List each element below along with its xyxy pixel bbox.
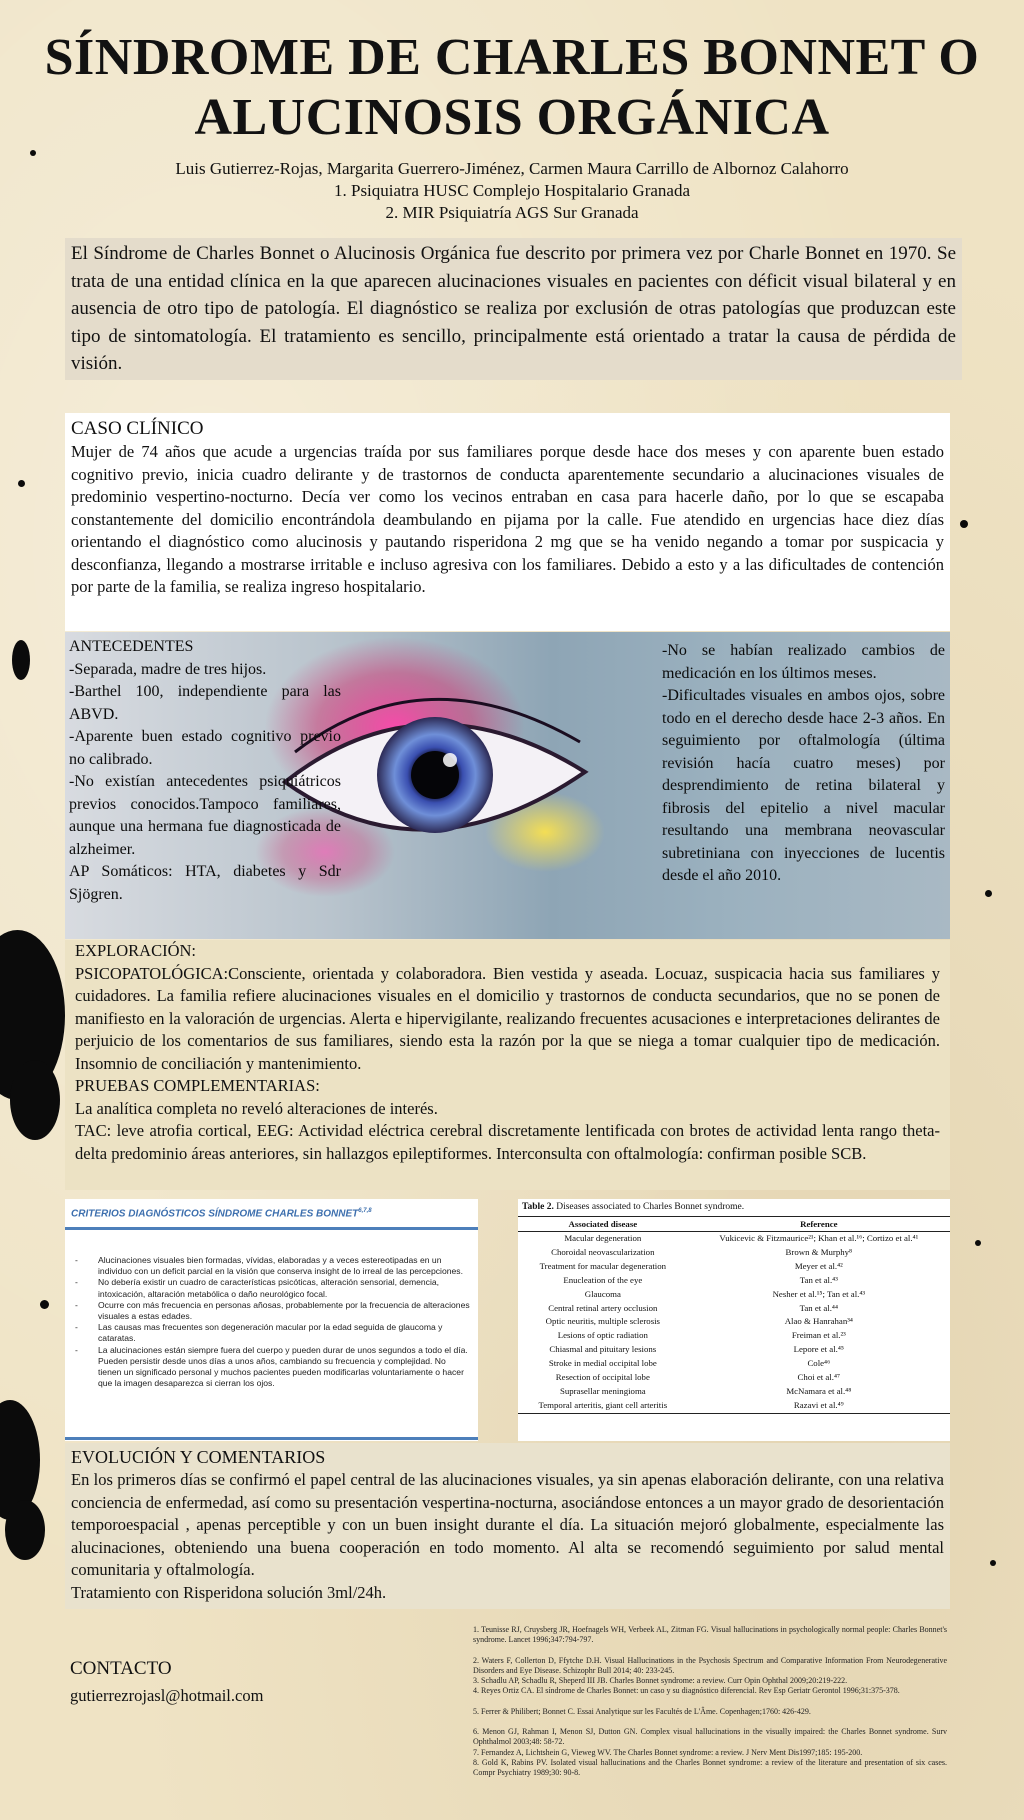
antecedentes-item: -Dificultades visuales en ambos ojos, sobre todo en el derecho desde hace 2-3 años. En seguimiento por oftalmología (última revisión hacía cuatro meses) por desprendimiento de retina bilateral y fibrosis del epitelio a nivel macular resultando una membrana neovascular subretiniana con inyecciones de lucentis desde el año 2010. [662,687,945,884]
antecedentes-section [65,632,950,939]
criterios-list [73,1255,471,1389]
table-caption: Table 2. Diseases associated to Charles Bonnet syndrome. [522,1202,745,1212]
psicopatologica-text: PSICOPATOLÓGICA:Consciente, orientada y colaboradora. Bien vestida y aseada. Locuaz, suspicacia hacia sus familiares y cuidadores. La familia refiere alucinaciones visuales en el domicilio y trastornos de conducta secundarios, que no se ponen de manifiesto en la valoración de urgencias. Alerta e hipervigilante, realizando frecuentes acusaciones e interpretaciones delirantes de perjuicio de los comentarios de sus familiares, siendo esta la razón por la que se niega a tomar cualquier tipo de medicación. Insomnio de conciliación y mantenimiento. [75,963,940,1073]
list-item: - Ocurre con más frecuencia en personas añosas, probablemente por la frecuencia de alteraciones visuales a estas edades. [73,1300,471,1322]
tratamiento-text: Tratamiento con Risperidona solución 3ml/24h. [71,1582,387,1602]
caso-clinico-text: Mujer de 74 años que acude a urgencias traída por sus familiares porque desde hace dos meses y con aparente buen estado cognitivo previo, inicia cuadro delirante y de trastornos de conducta aparentemente secundario a alucinaciones visuales de predominio vespertino-nocturno. Decía ver como los vecinos entraban en casa para hacerle daño, por lo que se escapaba constantemente del domicilio encontrándola deambulando en pijama por la calle. Fue atendido en urgencias hace diez días orientando el diagnóstico como alucinosis y pautando risperidona 2 mg que se ha venido negando a tomar por suspicacia y desconfianza, llegando a mostrarse irritable e incluso agresiva con los familiares. Debido a esto y a las dificultades de contención por parte de la familia, se realiza ingreso hospitalario. [71,442,944,596]
antecedentes-right [662,640,945,888]
reference-item: 7. Fernandez A, Lichtshein G, Vieweg WV. The Charles Bonnet syndrome: a review. J Nerv Ment Dis1997;185: 195-200. [473,1747,863,1757]
table-row: Optic neuritis, multiple sclerosis Alao & Hanrahan³⁴ [545,1316,853,1327]
poster-header [0,28,1024,224]
contact-heading: CONTACTO [70,1658,172,1679]
table-row: Chiasmal and pituitary lesions Lepore et al.⁴⁵ [549,1344,844,1355]
table-row: Resection of occipital lobe Choi et al.⁴⁷ [555,1372,841,1383]
antecedentes-item: AP Somáticos: HTA, diabetes y Sdr Sjögren. [69,863,341,903]
table-row: Macular degeneration Vukicevic & Fitzmaurice²¹; Khan et al.¹⁶; Cortizo et al.⁴¹ [564,1233,919,1243]
pruebas-text: TAC: leve atrofia cortical, EEG: Actividad eléctrica cerebral discretamente lentificada con brotes de actividad lenta rango theta-delta predominio áreas anteriores, sin hallazgos epileptiformes. Interconsulta con oftalmología: confirman posible SCB. [75,1121,940,1163]
poster-title: SÍNDROME DE CHARLES BONNET O ALUCINOSIS ORGÁNICA [44,29,980,146]
reference-item: 4. Reyes Ortiz CA. El síndrome de Charles Bonnet: un caso y su diagnóstico diferencial. Rev Esp Geriatr Gerontol 1996;31:375-378. [473,1686,900,1696]
divider [65,1437,478,1440]
evolucion-text: En los primeros días se confirmó el papel central de las alucinaciones visuales, ya sin apenas elaboración delirante, con una relativa conciencia de enfermedad, así como su presentación vespertina-nocturna, asociándose entonces a un mayor grado de desorientación temporoespacial , apenas perceptible y con un buen insight durante el día. La situación mejoró globalmente, especialmente las alucinaciones, obteniendo una buena cooperación en todo momento. Al alta se recomendó seguimiento por salud mental comunitaria y oftalmología. [71,1470,944,1579]
table-row: Glaucoma Nesher et al.¹⁵; Tan et al.⁴³ [584,1288,866,1299]
antecedentes-item: -No se habían realizado cambios de medicación en los últimos meses. [662,642,945,682]
pruebas-heading: PRUEBAS COMPLEMENTARIAS: [75,1076,320,1095]
authors-line: Luis Gutierrez-Rojas, Margarita Guerrero-Jiménez, Carmen Maura Carrillo de Albornoz Calahorro [175,159,849,178]
table-header: Associated disease [518,1217,688,1232]
evolucion-heading: EVOLUCIÓN Y COMENTARIOS [71,1447,326,1467]
eye-highlight [443,753,457,767]
disease-table [518,1216,950,1414]
reference-item: 6. Menon GJ, Rahman I, Menon SJ, Dutton GN. Complex visual hallucinations in the visually impaired: the Charles Bonnet syndrome. Surv Ophthalmol 2003;48: 58-72. [473,1727,947,1747]
antecedentes-item: -Aparente buen estado cognitivo previo no calibrado. [69,728,341,768]
pruebas-text: La analítica completa no reveló alteraciones de interés. [75,1098,438,1118]
divider [65,1227,478,1230]
list-item: - Las causas mas frecuentes son degeneración macular por la edad seguida de glaucoma y cataratas. [73,1322,471,1344]
evolucion-section [65,1443,950,1609]
criterios-card [65,1199,478,1441]
reference-item: 1. Teunisse RJ, Cruysberg JR, Hoefnagels WH, Verbeek AL, Zitman FG. Visual hallucinations in psychologically normal people: Charles Bonnet's syndrome. Lancet 1996;347:794-797. [473,1625,947,1645]
criterios-title: CRITERIOS DIAGNÓSTICOS SÍNDROME CHARLES BONNET$^{6,7,8}$ [71,1208,372,1220]
reference-item: 2. Waters F, Collerton D, Ffytche D.H. Visual Hallucinations in the Psychosis Spectrum and Comparative Information From Neurodegenerative Disorders and Eye Disease. Schizophr Bull 2014; 40: 233-245. [473,1655,947,1675]
antecedentes-item: -Separada, madre de tres hijos. [69,660,267,678]
authors-block [0,158,1024,224]
list-item: - No debería existir un cuadro de características psicóticas, alteración sensorial, demencia, intoxicación, altaración metabólica o daño neurológico focal. [73,1277,471,1299]
affiliation-line: 2. MIR Psiquiatría AGS Sur Granada [385,203,639,222]
antecedentes-item: -No existían antecedentes psiquiátricos previos conocidos.Tampoco familiares, aunque una hermana fue diagnosticada de alzheimer. [69,773,341,858]
references-list [473,1625,947,1779]
reference-item: 3. Schadlu AP, Schadlu R, Sheperd III JB. Charles Bonnet syndrome: a review. Curr Opin Ophthal 2009;20:219-222. [473,1676,848,1686]
list-item: - Alucinaciones visuales bien formadas, vívidas, elaboradas y a veces estereotipadas en un individuo con un deficit parcial en la visión que conserva insight de lo irreal de las percepciones. [73,1255,471,1277]
table-row: Stroke in medial occipital lobe Cole⁴⁶ [548,1358,831,1369]
table-row: Enucleation of the eye Tan et al.⁴³ [563,1274,838,1285]
contact-email-link[interactable]: gutierrezrojasl@hotmail.com [70,1686,264,1705]
antecedentes-heading: ANTECEDENTES [69,638,194,655]
table-header: Reference [688,1217,950,1232]
list-item: - La alucinaciones están siempre fuera del cuerpo y pueden durar de unos segundos a todo el día. Pueden persistir desde unos días a unos años, cambiando su frecuencia y complejidad. No tienen un significado personal y muchos pacientes pueden modificarlas voluntariamente o hacer que la imagen desaparezca si cierran los ojos. [73,1345,471,1390]
table-row: Choroidal neovascularization Brown & Murphy⁸ [551,1246,853,1257]
reference-item: 8. Gold K, Rabins PV. Isolated visual hallucinations and the Charles Bonnet syndrome: a review of the literature and presentation of six cases. Compr Psychiatry 1989;30: 90-8. [473,1757,947,1778]
contact-section [70,1657,263,1707]
exploracion-section [65,940,950,1190]
antecedentes-left [69,636,341,906]
table-row: Temporal arteritis, giant cell arteritis Razavi et al.⁴⁹ [518,1399,950,1413]
table-row: Central retinal artery occlusion Tan et al.⁴⁴ [548,1302,839,1313]
intro-section: El Síndrome de Charles Bonnet o Alucinosis Orgánica fue descrito por primera vez por Charle Bonnet en 1970. Se trata de una entidad clínica en la que aparecen alucinaciones visuales en pacientes con déficit visual bilateral y en ausencia de otro tipo de patología. El diagnóstico se realiza por exclusión de otras patologías que produzcan este tipo de sintomatología. El tratamiento es sencillo, principalmente está orientado a tratar la causa de pérdida de visión. [65,238,962,380]
exploracion-heading: EXPLORACIÓN: [75,941,197,960]
table-row: Lesions of optic radiation Freiman et al.²³ [557,1330,846,1341]
disease-table-card [518,1199,950,1441]
table-row: Suprasellar meningioma McNamara et al.⁴⁸ [559,1385,852,1396]
antecedentes-item: -Barthel 100, independiente para las ABVD. [69,683,341,723]
reference-item: 5. Ferrer & Philibert; Bonnet C. Essai Analytique sur les Facultés de L'Âme. Copenhagen;1760: 426-429. [473,1706,811,1716]
caso-clinico-section [65,413,950,631]
affiliation-line: 1. Psiquiatra HUSC Complejo Hospitalario Granada [333,181,690,200]
table-row: Treatment for macular degeneration Meyer et al.⁴² [539,1260,843,1271]
caso-clinico-heading: CASO CLÍNICO [71,418,204,439]
